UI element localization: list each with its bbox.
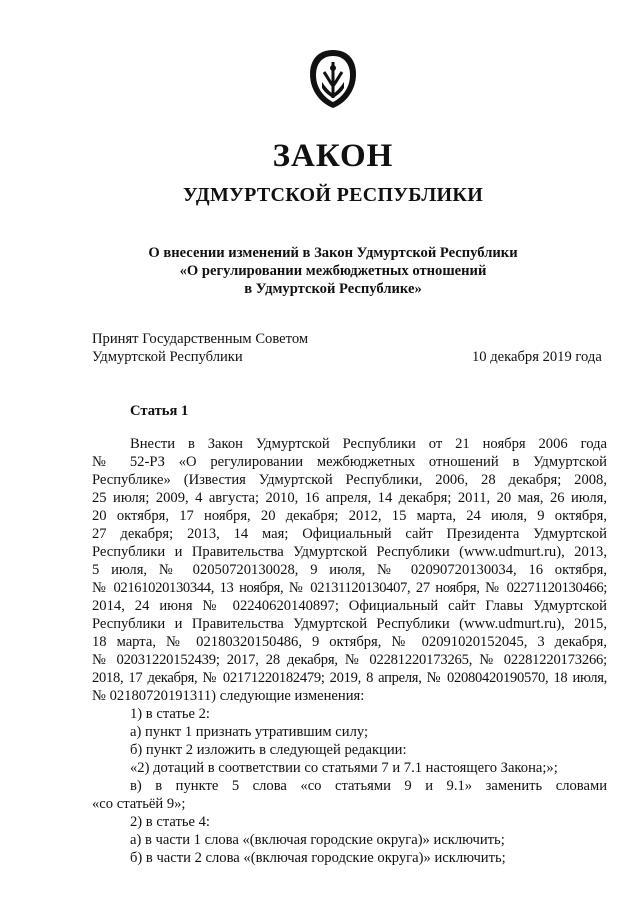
text-line: 25 июля; 2009, 4 августа; 2010, 16 апреля, 14 декабря; 2011, 20 мая, 26 июля, [92,490,607,506]
text-line: Республики и Правительства Удмуртской Республики (www.udmurt.ru), 2013, [92,544,607,560]
text-line: 2018, 17 декабря, № 02171220182479; 2019, 8 апреля, № 02080420190570, 18 июля, [92,670,607,686]
text-line: «со статьёй 9»; [92,796,186,812]
list-item: а) в части 1 слова «(включая городские округа)» исключить; [130,832,505,848]
adopted-by: Принят Государственным Советом Удмуртской Республики [92,331,309,365]
text-line: № 52-РЗ «О регулировании межбюджетных отношений в Удмуртской [92,454,607,470]
adoption-date: 10 декабря 2019 года [472,349,602,365]
list-item: б) пункт 2 изложить в следующей редакции: [130,742,407,758]
text-line: Республики и Правительства Удмуртской Республики (www.udmurt.ru), 2015, [92,616,607,632]
list-item: 2) в статье 4: [130,814,210,830]
text-line: 27 декабря; 2013, 14 мая; Официальный сайт Президента Удмуртской [92,526,607,542]
article-body [92,435,607,867]
text-line: 20 октября, 17 ноября, 20 декабря; 2012, 15 марта, 24 июля, 9 октября, [92,508,607,524]
text-line: № 02180720191311) следующие изменения: [92,688,365,704]
coat-of-arms-icon [308,48,358,110]
list-item: б) в части 2 слова «(включая городские округа)» исключить; [130,850,506,866]
text-line: № 02031220152439; 2017, 28 декабря, № 02281220173265, № 02281220173266; [92,652,607,668]
list-item: 1) в статье 2: [130,706,210,722]
text-line: Республике» (Известия Удмуртской Республики, 2006, 28 декабря; 2008, [92,472,607,488]
law-name: О внесении изменений в Закон Удмуртской Республики «О регулировании межбюджетных отношений в Удмуртской Республике» [148,245,518,297]
text-line: 18 марта, № 02180320150486, 9 октября, № 02091020152045, 3 декабря, [92,634,607,650]
document-title: ЗАКОН [272,138,394,174]
text-line: 2014, 24 июня № 02240620140897; Официальный сайт Главы Удмуртской [92,598,607,614]
text-line: 5 июля, № 02050720130028, 9 июля, № 02090720130034, 16 октября, [92,562,607,578]
list-item: «2) дотаций в соответствии со статьями 7 и 7.1 настоящего Закона;»; [130,760,558,776]
list-item: а) пункт 1 признать утратившим силу; [130,724,369,740]
article-heading: Статья 1 [130,403,189,419]
list-item: в) в пункте 5 слова «со статьями 9 и 9.1» заменить словами [130,778,607,794]
text-line: № 02161020130344, 13 ноября, № 02131120130407, 27 ноября, № 02271120130466; [92,580,607,596]
document-subtitle: УДМУРТСКОЙ РЕСПУБЛИКИ [182,184,484,206]
text-line: Внести в Закон Удмуртской Республики от 21 ноября 2006 года [130,436,607,452]
